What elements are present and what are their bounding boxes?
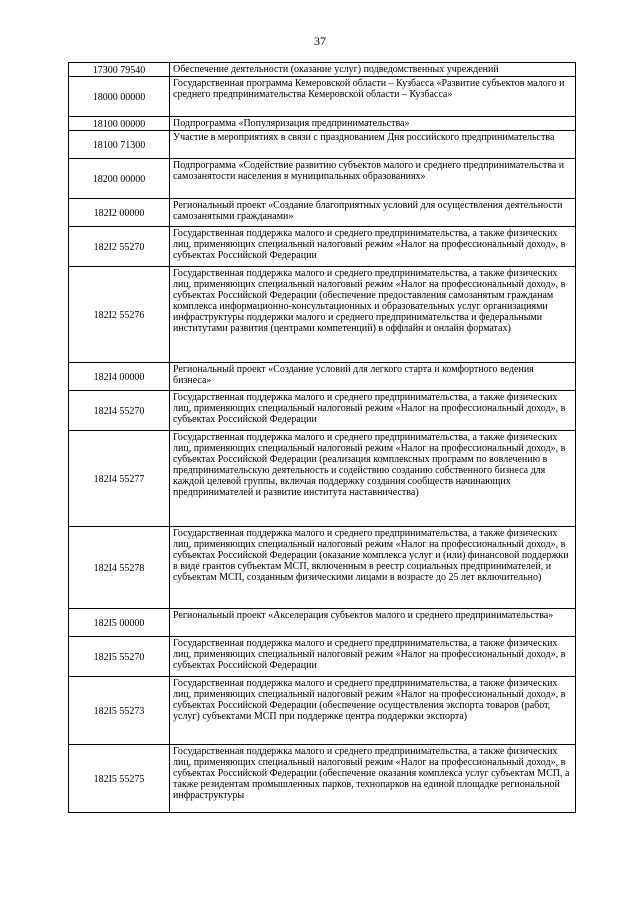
row-code: 17300 79540 [69, 63, 170, 77]
row-name: Государственная поддержка малого и среднего предпринимательства, а также физических лиц, применяющих специальный налоговый режим «Налог на профессиональный доход», в субъектах Российской Федерации (обеспечение предоставления самозанятым гражданам комплекса информационно-консультационных и образовательных услуг организациями инфраструктуры поддержки малого и среднего предпринимательства и федеральными институтами развития (центрами компетенций) в оффлайн и онлайн форматах) [170, 267, 576, 363]
row-code: 182I2 00000 [69, 199, 170, 227]
row-name: Государственная поддержка малого и среднего предпринимательства, а также физических лиц, применяющих специальный налоговый режим «Налог на профессиональный доход», в субъектах Российской Федерации [170, 637, 576, 677]
row-name: Подпрограмма «Содействие развитию субъектов малого и среднего предпринимательства и самозанятости населения в муниципальных образованиях» [170, 159, 576, 199]
table-row [69, 227, 576, 267]
row-name: Государственная поддержка малого и среднего предпринимательства, а также физических лиц, применяющих специальный налоговый режим «Налог на профессиональный доход», в субъектах Российской Федерации (обеспечение оказания комплекса услуг субъектам МСП, а также резидентам промышленных парков, технопарков на единой площадке региональной инфраструктуры [170, 745, 576, 813]
row-name: Подпрограмма «Популяризация предпринимательства» [170, 117, 576, 131]
table-body [69, 63, 576, 813]
row-code: 182I5 00000 [69, 609, 170, 637]
table-row [69, 199, 576, 227]
row-code: 182I4 55278 [69, 527, 170, 609]
row-name: Государственная поддержка малого и среднего предпринимательства, а также физических лиц, применяющих специальный налоговый режим «Налог на профессиональный доход», в субъектах Российской Федерации (реализация комплексных программ по вовлечению в предпринимательскую деятельность и содействию созданию собственного бизнеса для каждой целевой группы, включая поддержку создания сообществ начинающих предпринимателей и развитие института наставничества) [170, 431, 576, 527]
table-row [69, 63, 576, 77]
table-row [69, 527, 576, 609]
table-row [69, 159, 576, 199]
row-code: 182I2 55270 [69, 227, 170, 267]
row-code: 182I5 55275 [69, 745, 170, 813]
table-row [69, 745, 576, 813]
row-name: Региональный проект «Создание условий для легкого старта и комфортного ведения бизнеса» [170, 363, 576, 391]
table-row [69, 363, 576, 391]
row-code: 18000 00000 [69, 77, 170, 117]
row-name: Государственная поддержка малого и среднего предпринимательства, а также физических лиц, применяющих специальный налоговый режим «Налог на профессиональный доход», в субъектах Российской Федерации [170, 227, 576, 267]
row-code: 182I5 55273 [69, 677, 170, 745]
table-row [69, 677, 576, 745]
table-row [69, 77, 576, 117]
table-row [69, 637, 576, 677]
table-row [69, 267, 576, 363]
table-row [69, 131, 576, 159]
table-row [69, 117, 576, 131]
row-name: Государственная поддержка малого и среднего предпринимательства, а также физических лиц, применяющих специальный налоговый режим «Налог на профессиональный доход», в субъектах Российской Федерации (оказание комплекса услуг и (или) финансовой поддержки в виде грантов субъектам МСП, включенным в реестр социальных предпринимателей, и субъектам МСП, созданным физическими лицами в возрасте до 25 лет включительно) [170, 527, 576, 609]
budget-classification-table [68, 62, 576, 813]
row-code: 182I5 55270 [69, 637, 170, 677]
row-name: Региональный проект «Акселерация субъектов малого и среднего предпринимательства» [170, 609, 576, 637]
row-name: Обеспечение деятельности (оказание услуг) подведомственных учреждений [170, 63, 576, 77]
row-code: 18100 71300 [69, 131, 170, 159]
row-name: Региональный проект «Создание благоприятных условий для осуществления деятельности самозанятыми гражданами» [170, 199, 576, 227]
row-code: 182I4 55277 [69, 431, 170, 527]
table-row [69, 609, 576, 637]
row-code: 18100 00000 [69, 117, 170, 131]
row-name: Государственная поддержка малого и среднего предпринимательства, а также физических лиц, применяющих специальный налоговый режим «Налог на профессиональный доход», в субъектах Российской Федерации [170, 391, 576, 431]
row-code: 18200 00000 [69, 159, 170, 199]
page-number: 37 [314, 34, 326, 48]
row-code: 182I4 00000 [69, 363, 170, 391]
table-row [69, 391, 576, 431]
row-name: Государственная поддержка малого и среднего предпринимательства, а также физических лиц, применяющих специальный налоговый режим «Налог на профессиональный доход», в субъектах Российской Федерации (обеспечение осуществления экспорта товаров (работ, услуг) субъектами МСП при поддержке центра поддержки экспорта) [170, 677, 576, 745]
row-code: 182I2 55276 [69, 267, 170, 363]
row-name: Государственная программа Кемеровской области – Кузбасса «Развитие субъектов малого и среднего предпринимательства Кемеровской области – Кузбасса» [170, 77, 576, 117]
row-code: 182I4 55270 [69, 391, 170, 431]
row-name: Участие в мероприятиях в связи с празднованием Дня российского предпринимательства [170, 131, 576, 159]
table-row [69, 431, 576, 527]
